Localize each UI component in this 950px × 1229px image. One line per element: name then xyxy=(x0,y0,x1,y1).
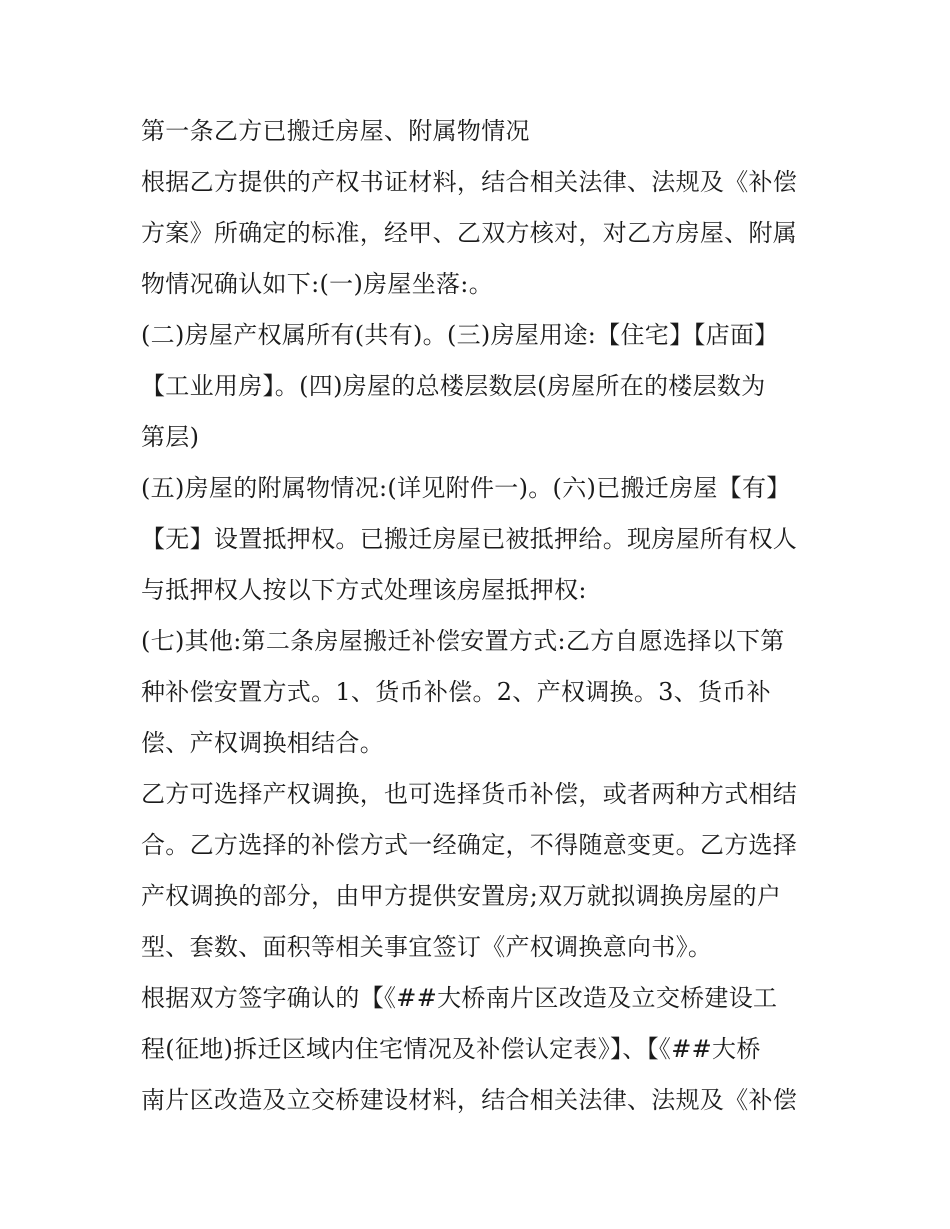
text-line: 合。乙方选择的补偿方式一经确定，不得随意变更。乙方选择 xyxy=(141,831,798,859)
text-line: 偿、产权调换相结合。 xyxy=(141,729,384,757)
text-line: 南片区改造及立交桥建设材料，结合相关法律、法规及《补偿 xyxy=(141,1086,798,1114)
text-line: 种补偿安置方式。1、货币补偿。2、产权调换。3、货币补 xyxy=(141,678,771,706)
text-line: (五)房屋的附属物情况:(详见附件一)。(六)已搬迁房屋【有】 xyxy=(141,474,791,502)
text-line: 与抵押权人按以下方式处理该房屋抵押权: xyxy=(141,576,587,604)
text-line: 根据乙方提供的产权书证材料，结合相关法律、法规及《补偿 xyxy=(141,168,798,196)
text-line: 产权调换的部分，由甲方提供安置房;双万就拟调换房屋的户 xyxy=(141,882,782,910)
text-line: 乙方可选择产权调换，也可选择货币补偿，或者两种方式相结 xyxy=(141,780,798,808)
text-line: 方案》所确定的标准，经甲、乙双方核对，对乙方房屋、附属 xyxy=(141,219,798,247)
text-line: 第一条乙方已搬迁房屋、附属物情况 xyxy=(141,117,530,145)
text-line: 【工业用房】。(四)房屋的总楼层数层(房屋所在的楼层数为 xyxy=(141,372,766,400)
text-line: 型、套数、面积等相关事宜签订《产权调换意向书》。 xyxy=(141,933,713,961)
text-line: (七)其他:第二条房屋搬迁补偿安置方式:乙方自愿选择以下第 xyxy=(141,627,785,655)
text-line: 第层) xyxy=(141,423,200,451)
text-line: 程(征地)拆迁区域内住宅情况及补偿认定表》】、【《##大桥 xyxy=(141,1035,761,1063)
text-line: (二)房屋产权属所有(共有)。(三)房屋用途:【住宅】【店面】 xyxy=(141,321,779,349)
text-line: 根据双方签字确认的【《##大桥南片区改造及立交桥建设工 xyxy=(141,984,778,1012)
text-line: 【无】设置抵押权。已搬迁房屋已被抵押给。现房屋所有权人 xyxy=(141,525,798,553)
text-line: 物情况确认如下:(一)房屋坐落:。 xyxy=(141,270,493,298)
document-body xyxy=(141,106,821,1126)
